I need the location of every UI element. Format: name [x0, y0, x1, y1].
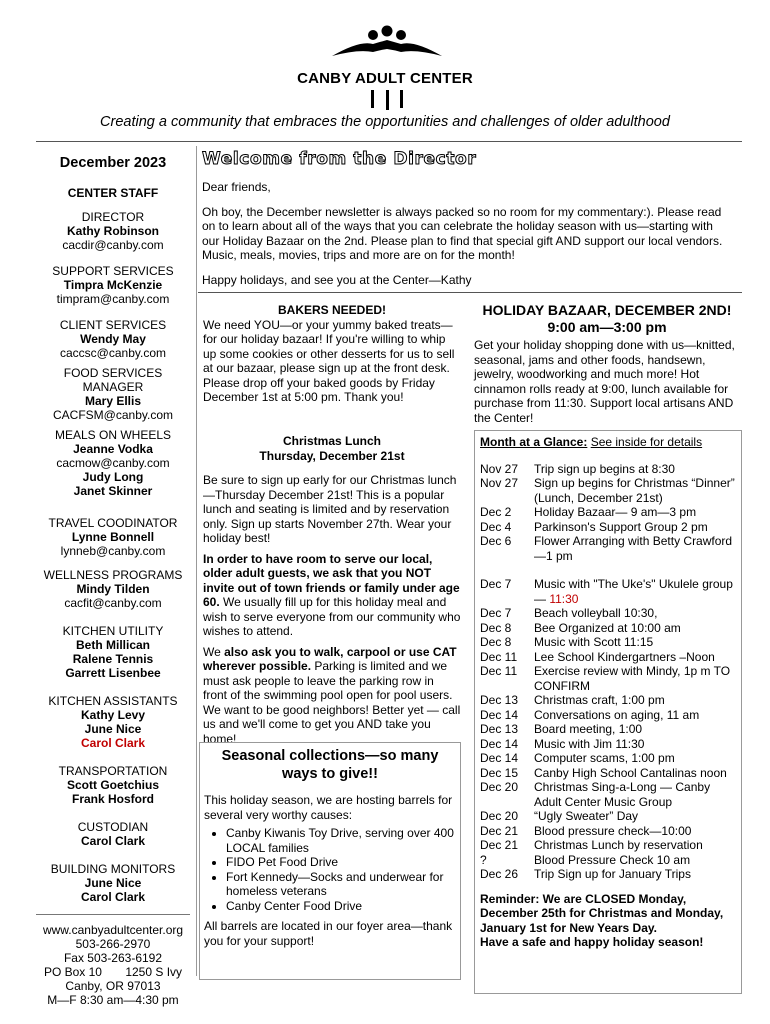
- bazaar-title: HOLIDAY BAZAAR, DECEMBER 2ND!: [482, 302, 732, 318]
- event-date: Dec 15: [480, 765, 519, 780]
- staff-name: Judy Long: [82, 470, 144, 484]
- staff-food: [30, 366, 196, 422]
- event-date: Dec 20: [480, 809, 519, 823]
- role-label: KITCHEN ASSISTANTS: [48, 694, 178, 708]
- seasonal-outro: All barrels are located in our foyer area—thank you for your support!: [204, 919, 453, 948]
- table-row: [480, 650, 736, 665]
- staff-name: Scott Goetchius: [66, 778, 159, 792]
- event-label: Computer scams, 1:00 pm: [534, 751, 675, 765]
- seasonal-list: [204, 826, 456, 913]
- staff-name: Kathy Levy: [80, 708, 146, 722]
- event-date: Dec 11: [480, 649, 518, 664]
- lunch-p3-rest: Parking is limited and we must ask people to leave the parking row in front of the swimming pool open for pool users. We want to be good neighbors! Better yet — call us and we'll come to get you AND take you home!: [203, 659, 461, 746]
- lunch-p3-bold: also ask you to walk, carpool or use CAT wherever possible.: [203, 644, 457, 673]
- event-label: Beach volleyball 10:30,: [534, 606, 658, 620]
- event-label: Blood pressure check—10:00: [534, 823, 692, 838]
- staff-kitchen-assistants: [30, 694, 196, 750]
- event-label: Conversations on aging, 11 am: [534, 707, 700, 722]
- role-label: BUILDING MONITORS: [50, 862, 176, 876]
- welcome-title: Welcome from the Director: [202, 149, 477, 169]
- event-date: ?: [480, 852, 487, 867]
- bakers-title: BAKERS NEEDED!: [277, 303, 386, 317]
- event-label: Christmas craft, 1:00 pm: [534, 693, 665, 707]
- event-text: [534, 853, 736, 868]
- welcome-section: [202, 180, 730, 297]
- event-text: [534, 650, 736, 665]
- staff-name: Frank Hosford: [71, 792, 154, 806]
- staff-heading: CENTER STAFF: [67, 186, 159, 200]
- event-date: Dec 2: [480, 505, 512, 519]
- phone-number: 503-266-2970: [75, 937, 151, 951]
- website-link[interactable]: www.canbyadultcenter.org: [42, 923, 184, 937]
- staff-name: Lynne Bonnell: [71, 530, 155, 544]
- event-label: Trip Sign up for January Trips: [534, 867, 691, 881]
- welcome-greeting: Dear friends,: [202, 180, 271, 194]
- table-row: [480, 708, 736, 723]
- event-date: Dec 14: [480, 751, 519, 765]
- event-text: [534, 606, 736, 621]
- event-text: [534, 534, 736, 563]
- event-text: [534, 635, 736, 650]
- street-address: 1250 S Ivy: [125, 965, 183, 979]
- event-text: [534, 577, 736, 606]
- staff-name: Timpra McKenzie: [63, 278, 163, 292]
- glance-heading: [480, 435, 736, 450]
- table-row: [480, 635, 736, 650]
- lunch-p2-rest: We usually fill up for this holiday meal and wish to serve everyone from our community who wishes to attend.: [203, 595, 461, 638]
- staff-client: [30, 318, 196, 360]
- table-row: [480, 838, 736, 853]
- event-date: Dec 14: [480, 707, 519, 722]
- staff-name: Carol Clark: [80, 890, 146, 904]
- list-item: • Canby Kiwanis Toy Drive, serving over 400 LOCAL families: [226, 826, 456, 855]
- event-label: Board meeting, 1:00: [534, 722, 643, 736]
- table-row: [480, 520, 736, 535]
- list-item: • FIDO Pet Food Drive: [226, 855, 456, 870]
- event-date: Dec 7: [480, 606, 512, 620]
- table-row: [480, 722, 736, 737]
- table-row: [480, 534, 736, 563]
- event-text: [534, 476, 736, 505]
- event-date: Dec 8: [480, 635, 512, 649]
- event-label: “Ugly Sweater” Day: [534, 809, 639, 823]
- lunch-section: [203, 434, 461, 752]
- lunch-p2-bold: In order to have room to serve our local, older adult guests, we ask that you NOT invite out of town friends or family under age 60.: [203, 551, 460, 609]
- event-label: Christmas Lunch by reservation: [534, 838, 703, 852]
- table-row: [480, 563, 736, 577]
- staff-name: Ralene Tennis: [72, 652, 154, 666]
- staff-travel: [30, 516, 196, 558]
- event-text: [534, 563, 736, 577]
- list-item: • Canby Center Food Drive: [226, 899, 456, 914]
- event-label: Trip sign up begins at 8:30: [534, 461, 675, 476]
- event-text: [534, 520, 736, 535]
- glance-details-link[interactable]: See inside for details: [590, 435, 703, 449]
- welcome-body: Oh boy, the December newsletter is always packed so no room for my commentary:). Please read on to learn about all of the ways that you can celebrate the holiday season with us—starting with our Holiday Bazaar on the 2nd. Please plan to find that special gift AND support our local vendors. Music, meals, movies, trips and more are on for the month!: [202, 204, 723, 262]
- event-label: Bee Organized at 10:00 am: [534, 620, 681, 635]
- bakers-section: [203, 303, 461, 405]
- staff-email: caccsc@canby.com: [60, 346, 166, 360]
- event-text: [534, 780, 736, 809]
- season-greeting: Have a safe and happy holiday season!: [480, 935, 704, 949]
- table-row: [480, 476, 736, 505]
- staff-name: Janet Skinner: [73, 484, 153, 498]
- staff-name: Kathy Robinson: [67, 224, 159, 238]
- event-date: Dec 21: [480, 838, 519, 852]
- event-date: Dec 8: [480, 620, 512, 635]
- event-text: [534, 751, 736, 766]
- role-label: KITCHEN UTILITY: [62, 624, 164, 638]
- column-divider: [196, 146, 197, 976]
- table-row: [480, 664, 736, 693]
- table-row: [480, 462, 736, 477]
- staff-kitchen-utility: [30, 624, 196, 680]
- header-divider: [36, 141, 742, 142]
- staff-name: Carol Clark: [80, 834, 146, 848]
- event-date: Dec 13: [480, 693, 519, 707]
- welcome-divider: [198, 292, 742, 293]
- staff-custodian: [30, 820, 196, 848]
- event-text: [534, 505, 736, 520]
- closure-reminder: Reminder: We are CLOSED Monday, December 25th for Christmas and Monday, January 1st for New Years Day.: [480, 891, 724, 935]
- staff-email: CACFSM@canby.com: [53, 408, 173, 422]
- role-label: DIRECTOR: [81, 210, 145, 224]
- role-label: MANAGER: [82, 380, 144, 394]
- address-line: [30, 965, 196, 979]
- event-label: Music with "The Uke's" Ukulele group —: [534, 577, 733, 606]
- staff-name: Mary Ellis: [84, 394, 142, 408]
- staff-email: timpram@canby.com: [56, 292, 170, 306]
- staff-name: Mindy Tilden: [76, 582, 150, 596]
- glance-heading-label: Month at a Glance:: [480, 435, 588, 449]
- staff-name: June Nice: [84, 722, 142, 736]
- role-label: TRANSPORTATION: [58, 764, 168, 778]
- staff-name: Wendy May: [80, 332, 146, 346]
- welcome-closing: Happy holidays, and see you at the Center—Kathy: [202, 272, 472, 287]
- lunch-p2: [203, 552, 461, 639]
- lunch-p1: Be sure to sign up early for our Christmas lunch—Thursday December 21st! This is a popular lunch and seating is limited and by reservation only. Sign up starts November 27th. Wear your holiday best!: [203, 473, 457, 545]
- event-text: [534, 838, 736, 853]
- event-date: Dec 20: [480, 780, 519, 794]
- table-row: [480, 867, 736, 882]
- table-row: [480, 780, 736, 809]
- role-label: FOOD SERVICES: [63, 366, 163, 380]
- event-date: Dec 7: [480, 577, 512, 591]
- event-label: Holiday Bazaar— 9 am—3 pm: [534, 505, 697, 519]
- staff-name: Garrett Lisenbee: [65, 666, 161, 680]
- event-text: [534, 766, 736, 781]
- table-row: [480, 766, 736, 781]
- staff-email: cacfit@canby.com: [64, 596, 162, 610]
- event-text: [534, 722, 736, 737]
- event-text: [534, 824, 736, 839]
- table-row: [480, 751, 736, 766]
- seasonal-intro: This holiday season, we are hosting barrels for several very worthy causes:: [204, 793, 453, 822]
- table-row: [480, 606, 736, 621]
- staff-wellness: [30, 568, 196, 610]
- table-row: [480, 824, 736, 839]
- event-label: Parkinson's Support Group 2 pm: [534, 519, 708, 534]
- bazaar-time: 9:00 am—3:00 pm: [547, 319, 667, 335]
- table-row: [480, 693, 736, 708]
- event-label: Music with Scott 11:15: [534, 635, 654, 649]
- lunch-date: Thursday, December 21st: [259, 448, 405, 463]
- table-row: [480, 577, 736, 606]
- bazaar-section: [474, 302, 740, 425]
- bazaar-body: Get your holiday shopping done with us—knitted, seasonal, jams and other foods, handsewn, jewelry, woodworking and much more! Hot cinnamon rolls ready at 9:00, lunch available for purchase from 11:30. Support local artisans AND the Center!: [474, 338, 735, 425]
- event-date: [480, 563, 534, 577]
- event-label: Music with Jim 11:30: [534, 736, 645, 751]
- event-date: Dec 21: [480, 823, 519, 838]
- canby-logo-icon: [320, 22, 455, 112]
- event-text: [534, 693, 736, 708]
- seasonal-title: Seasonal collections—so many ways to give!!: [221, 748, 439, 782]
- event-text: [534, 867, 736, 882]
- list-item: • Fort Kennedy—Socks and underwear for homeless veterans: [226, 870, 456, 899]
- event-time-highlight: 11:30: [549, 591, 579, 606]
- events-table: [480, 462, 736, 882]
- role-label: CLIENT SERVICES: [59, 318, 167, 332]
- staff-name: Carol Clark: [80, 736, 146, 750]
- event-date: Nov 27: [480, 461, 519, 476]
- event-label: Exercise review with Mindy, 1p m TO CONFIRM: [534, 664, 731, 693]
- tagline: Creating a community that embraces the opportunities and challenges of older adulthood: [100, 114, 670, 130]
- table-row: [480, 505, 736, 520]
- city-line: Canby, OR 97013: [65, 979, 161, 993]
- event-label: Lee School Kindergartners –Noon: [534, 649, 715, 664]
- bakers-body: We need YOU—or your yummy baked treats—for our holiday bazaar! If you're willing to whip up some cookies or other desserts for us to sell at our bazaar, please sign up at the front desk. Please drop off your baked goods by Friday December 1st at 5:00 pm. Thank you!: [203, 317, 455, 404]
- event-date: Nov 27: [480, 476, 519, 490]
- event-date: Dec 14: [480, 736, 519, 751]
- table-row: [480, 853, 736, 868]
- event-text: [534, 708, 736, 723]
- staff-email: lynneb@canby.com: [60, 544, 166, 558]
- event-label: Blood Pressure Check 10 am: [534, 852, 691, 867]
- table-row: [480, 621, 736, 636]
- staff-email: cacdir@canby.com: [62, 238, 164, 252]
- staff-monitors: [30, 862, 196, 904]
- staff-meals: [30, 428, 196, 498]
- event-label: Sign up begins for Christmas “Dinner” (Lunch, December 21st): [534, 476, 735, 505]
- event-text: [534, 621, 736, 636]
- lunch-title: Christmas Lunch: [282, 434, 381, 448]
- staff-name: Beth Millican: [75, 638, 150, 652]
- month-at-a-glance-box: [474, 430, 742, 994]
- contact-info: [30, 923, 196, 1007]
- lunch-p3: [203, 645, 461, 747]
- staff-director: [30, 210, 196, 252]
- event-date: Dec 4: [480, 519, 512, 534]
- staff-transportation: [30, 764, 196, 806]
- event-text: [534, 737, 736, 752]
- org-name: CANBY ADULT CENTER: [297, 70, 473, 87]
- staff-sidebar: [30, 146, 196, 1007]
- role-label: WELLNESS PROGRAMS: [43, 568, 183, 582]
- sidebar-divider: [36, 914, 190, 915]
- role-label: MEALS ON WHEELS: [54, 428, 172, 442]
- event-date: Dec 11: [480, 664, 518, 678]
- lunch-p3-lead: We: [203, 644, 225, 659]
- issue-month: December 2023: [59, 155, 167, 171]
- role-label: TRAVEL COODINATOR: [48, 516, 178, 530]
- role-label: SUPPORT SERVICES: [52, 264, 174, 278]
- event-label: Flower Arranging with Betty Crawford—1 pm: [534, 534, 733, 563]
- fax-number: Fax 503-263-6192: [63, 951, 163, 965]
- table-row: [480, 737, 736, 752]
- po-box: PO Box 10: [43, 965, 102, 979]
- staff-support: [30, 264, 196, 306]
- event-date: Dec 13: [480, 722, 519, 736]
- seasonal-collections-box: [199, 742, 461, 980]
- event-text: [534, 664, 736, 693]
- event-date: Dec 26: [480, 867, 519, 881]
- event-label: Canby High School Cantalinas noon: [534, 765, 727, 780]
- staff-email: cacmow@canby.com: [56, 456, 170, 470]
- event-label: Christmas Sing-a-Long — Canby Adult Center Music Group: [534, 780, 711, 809]
- role-label: CUSTODIAN: [77, 820, 149, 834]
- table-row: [480, 809, 736, 824]
- staff-name: Jeanne Vodka: [73, 442, 153, 456]
- event-text: [534, 809, 736, 824]
- event-date: Dec 6: [480, 534, 512, 548]
- office-hours: M—F 8:30 am—4:30 pm: [47, 993, 179, 1007]
- event-text: [534, 462, 736, 477]
- staff-name: June Nice: [84, 876, 142, 890]
